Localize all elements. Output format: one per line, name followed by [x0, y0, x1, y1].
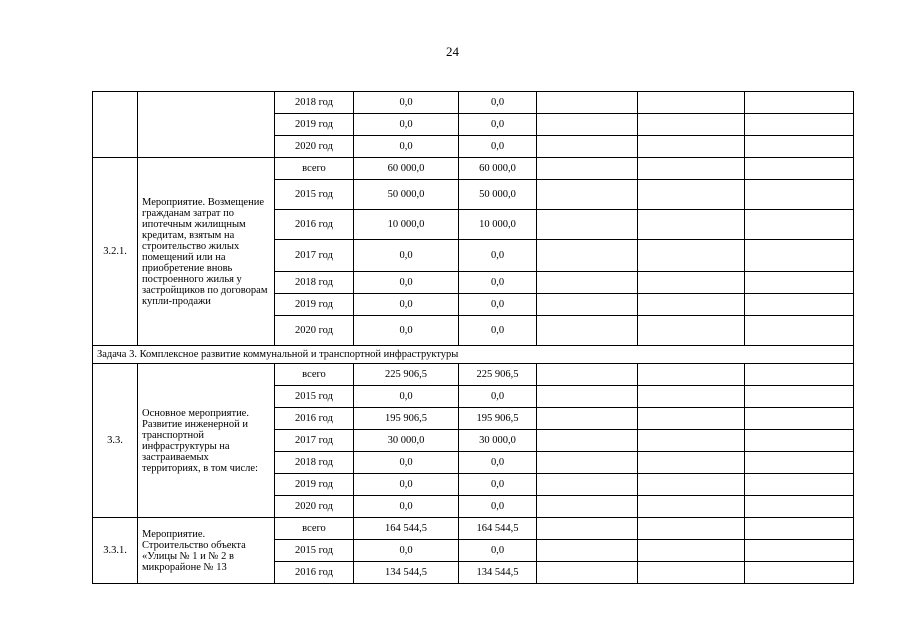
- amount-cell: 164 544,5: [459, 518, 537, 540]
- empty-cell: [638, 316, 745, 346]
- amount-cell: 60 000,0: [354, 158, 459, 180]
- empty-cell: [638, 540, 745, 562]
- amount-cell: 0,0: [459, 474, 537, 496]
- amount-cell: 50 000,0: [354, 180, 459, 210]
- amount-cell: 0,0: [354, 240, 459, 272]
- empty-cell: [745, 386, 854, 408]
- amount-cell: 164 544,5: [354, 518, 459, 540]
- amount-cell: 0,0: [459, 114, 537, 136]
- year-cell: 2020 год: [275, 136, 354, 158]
- empty-cell: [745, 540, 854, 562]
- empty-cell: [745, 364, 854, 386]
- empty-cell: [537, 294, 638, 316]
- amount-cell: 60 000,0: [459, 158, 537, 180]
- empty-cell: [745, 518, 854, 540]
- year-cell: 2020 год: [275, 496, 354, 518]
- amount-cell: 10 000,0: [354, 210, 459, 240]
- empty-cell: [537, 430, 638, 452]
- amount-cell: 0,0: [459, 272, 537, 294]
- empty-cell: [537, 540, 638, 562]
- year-cell: 2019 год: [275, 114, 354, 136]
- empty-cell: [745, 562, 854, 584]
- amount-cell: 0,0: [459, 496, 537, 518]
- empty-cell: [638, 114, 745, 136]
- empty-cell: [638, 272, 745, 294]
- year-cell: 2017 год: [275, 240, 354, 272]
- year-cell: 2016 год: [275, 210, 354, 240]
- empty-cell: [537, 180, 638, 210]
- empty-cell: [638, 452, 745, 474]
- empty-cell: [745, 180, 854, 210]
- amount-cell: 50 000,0: [459, 180, 537, 210]
- empty-cell: [745, 294, 854, 316]
- amount-cell: 195 906,5: [459, 408, 537, 430]
- empty-cell: [537, 136, 638, 158]
- amount-cell: 0,0: [354, 474, 459, 496]
- table-row: [93, 92, 854, 114]
- financing-table: [92, 91, 854, 584]
- empty-cell: [537, 114, 638, 136]
- year-cell: 2018 год: [275, 92, 354, 114]
- amount-cell: 0,0: [459, 240, 537, 272]
- empty-cell: [638, 562, 745, 584]
- empty-cell: [537, 386, 638, 408]
- year-cell: 2016 год: [275, 562, 354, 584]
- empty-cell: [537, 92, 638, 114]
- amount-cell: 0,0: [459, 92, 537, 114]
- empty-cell: [638, 240, 745, 272]
- year-cell: 2019 год: [275, 474, 354, 496]
- year-cell: всего: [275, 364, 354, 386]
- amount-cell: 134 544,5: [459, 562, 537, 584]
- item-name: Мероприятие. Строительство объекта «Улицы № 1 и № 2 в микрорайоне № 13: [138, 518, 275, 584]
- year-cell: 2017 год: [275, 430, 354, 452]
- table-row: [93, 518, 854, 540]
- empty-cell: [638, 496, 745, 518]
- amount-cell: 0,0: [354, 272, 459, 294]
- year-cell: 2015 год: [275, 386, 354, 408]
- item-number: 3.2.1.: [93, 158, 138, 346]
- item-name: Мероприятие. Возмещение гражданам затрат по ипотечным жилищным кредитам, взятым на строительство жилых помещений или на приобретение вновь построенного жилья у застройщиков по договорам купли-продажи: [138, 158, 275, 346]
- amount-cell: 10 000,0: [459, 210, 537, 240]
- amount-cell: 0,0: [354, 386, 459, 408]
- empty-cell: [745, 474, 854, 496]
- empty-cell: [638, 408, 745, 430]
- amount-cell: 0,0: [354, 496, 459, 518]
- amount-cell: 0,0: [354, 136, 459, 158]
- item-number: [93, 92, 138, 158]
- empty-cell: [537, 496, 638, 518]
- empty-cell: [745, 92, 854, 114]
- item-number: 3.3.: [93, 364, 138, 518]
- year-cell: 2016 год: [275, 408, 354, 430]
- empty-cell: [745, 240, 854, 272]
- item-number: 3.3.1.: [93, 518, 138, 584]
- empty-cell: [745, 210, 854, 240]
- task-row: [93, 346, 854, 364]
- empty-cell: [745, 430, 854, 452]
- amount-cell: 30 000,0: [459, 430, 537, 452]
- empty-cell: [745, 316, 854, 346]
- amount-cell: 0,0: [459, 316, 537, 346]
- amount-cell: 0,0: [354, 540, 459, 562]
- amount-cell: 0,0: [459, 294, 537, 316]
- amount-cell: 225 906,5: [459, 364, 537, 386]
- empty-cell: [745, 136, 854, 158]
- item-name: [138, 92, 275, 158]
- empty-cell: [745, 272, 854, 294]
- amount-cell: 0,0: [459, 386, 537, 408]
- item-name: Основное мероприятие. Развитие инженерной и транспортной инфраструктуры на застраиваемых территориях, в том числе:: [138, 364, 275, 518]
- amount-cell: 0,0: [354, 316, 459, 346]
- empty-cell: [638, 364, 745, 386]
- empty-cell: [537, 210, 638, 240]
- year-cell: 2020 год: [275, 316, 354, 346]
- empty-cell: [638, 180, 745, 210]
- amount-cell: 195 906,5: [354, 408, 459, 430]
- amount-cell: 0,0: [354, 294, 459, 316]
- amount-cell: 30 000,0: [354, 430, 459, 452]
- year-cell: 2015 год: [275, 180, 354, 210]
- empty-cell: [745, 408, 854, 430]
- year-cell: 2019 год: [275, 294, 354, 316]
- table-row: [93, 158, 854, 180]
- empty-cell: [537, 240, 638, 272]
- amount-cell: 0,0: [459, 540, 537, 562]
- amount-cell: 0,0: [459, 136, 537, 158]
- empty-cell: [745, 496, 854, 518]
- empty-cell: [537, 272, 638, 294]
- empty-cell: [638, 386, 745, 408]
- amount-cell: 0,0: [459, 452, 537, 474]
- empty-cell: [638, 430, 745, 452]
- empty-cell: [638, 158, 745, 180]
- amount-cell: 134 544,5: [354, 562, 459, 584]
- empty-cell: [537, 452, 638, 474]
- year-cell: 2015 год: [275, 540, 354, 562]
- empty-cell: [537, 158, 638, 180]
- empty-cell: [537, 518, 638, 540]
- empty-cell: [638, 518, 745, 540]
- empty-cell: [537, 474, 638, 496]
- year-cell: 2018 год: [275, 272, 354, 294]
- empty-cell: [638, 474, 745, 496]
- empty-cell: [638, 92, 745, 114]
- year-cell: всего: [275, 518, 354, 540]
- table-row: [93, 364, 854, 386]
- amount-cell: 0,0: [354, 114, 459, 136]
- amount-cell: 0,0: [354, 92, 459, 114]
- empty-cell: [537, 408, 638, 430]
- empty-cell: [537, 316, 638, 346]
- empty-cell: [537, 364, 638, 386]
- amount-cell: 0,0: [354, 452, 459, 474]
- task-heading: Задача 3. Комплексное развитие коммунальной и транспортной инфраструктуры: [93, 346, 854, 364]
- year-cell: всего: [275, 158, 354, 180]
- empty-cell: [638, 136, 745, 158]
- page-number: 24: [446, 44, 459, 59]
- empty-cell: [745, 114, 854, 136]
- empty-cell: [537, 562, 638, 584]
- empty-cell: [638, 210, 745, 240]
- empty-cell: [745, 452, 854, 474]
- empty-cell: [745, 158, 854, 180]
- empty-cell: [638, 294, 745, 316]
- year-cell: 2018 год: [275, 452, 354, 474]
- amount-cell: 225 906,5: [354, 364, 459, 386]
